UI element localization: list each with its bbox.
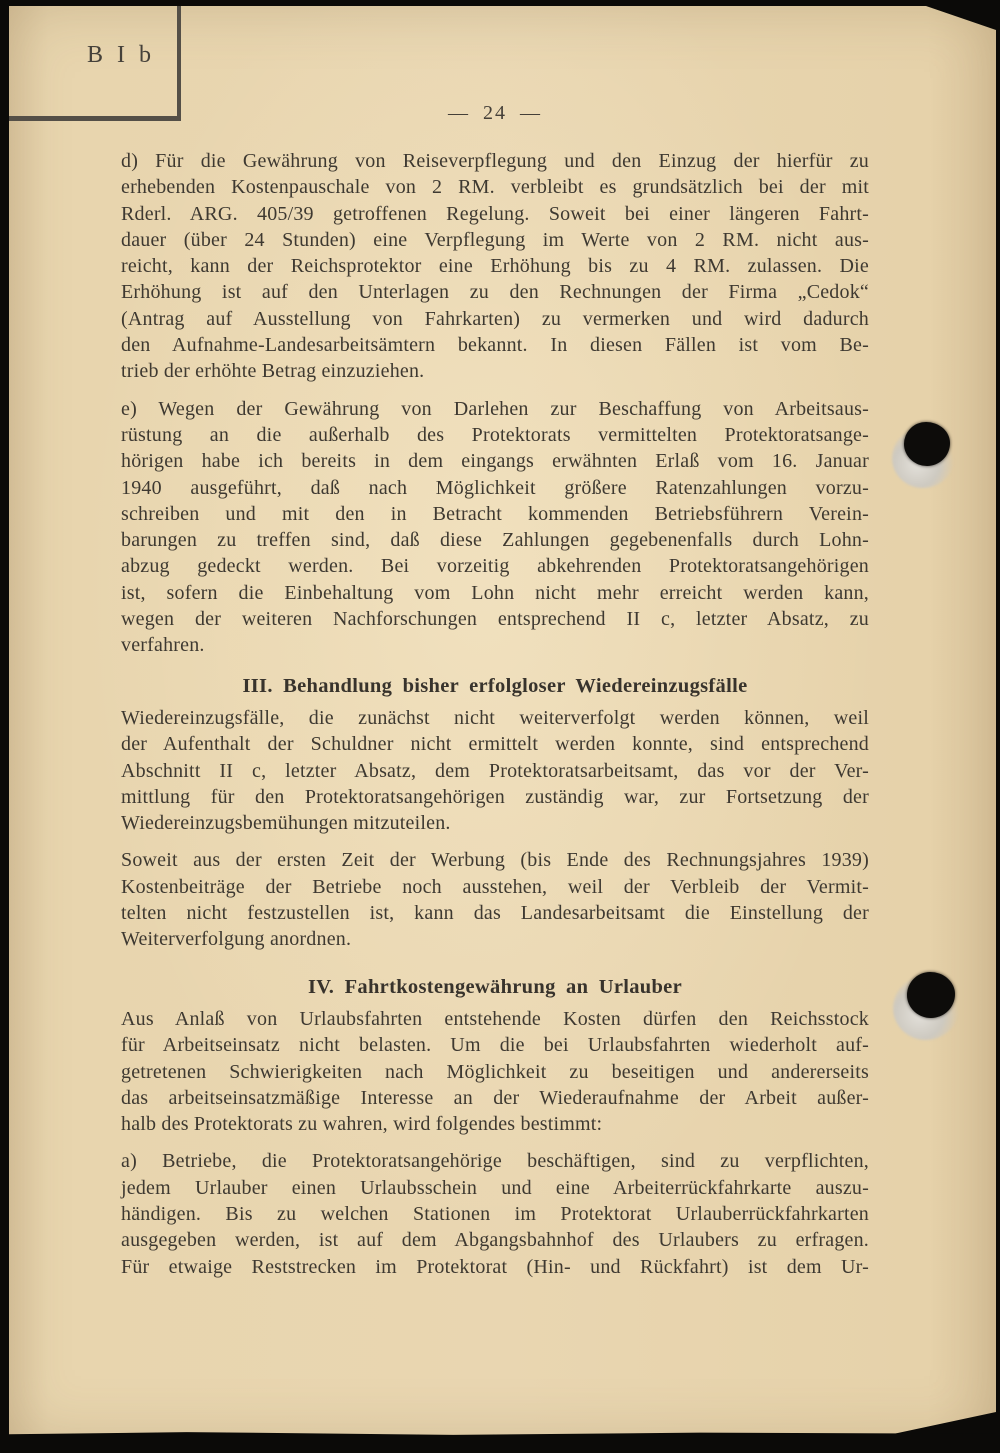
text-line: verfahren. xyxy=(121,634,205,657)
text-line: halb des Protektorats zu wahren, wird folgendes bestimmt: xyxy=(121,1113,603,1136)
text-line: e) Wegen der Gewährung von Darlehen zur Beschaffung von Arbeitsaus- xyxy=(121,397,869,420)
text-line: der Aufenthalt der Schuldner nicht ermittelt werden konnte, sind entsprechend xyxy=(121,733,869,756)
page-number: — 24 — xyxy=(448,102,542,124)
text-line: Rderl. ARG. 405/39 getroffenen Regelung. Soweit bei einer längeren Fahrt- xyxy=(121,202,869,225)
text-line: Abschnitt II c, letzter Absatz, dem Protektoratsarbeitsamt, das vor der Ver- xyxy=(121,759,869,782)
text-line: jedem Urlauber einen Urlaubsschein und eine Arbeiterrückfahrkarte auszu- xyxy=(121,1176,869,1199)
text-line: Soweit aus der ersten Zeit der Werbung (bis Ende des Rechnungsjahres 1939) xyxy=(121,849,869,872)
paragraph-e xyxy=(121,396,869,659)
text-line: reicht, kann der Reichsprotektor eine Erhöhung bis zu 4 RM. zulassen. Die xyxy=(121,255,869,278)
text-line: ist, sofern die Einbehaltung vom Lohn nicht mehr erreicht werden kann, xyxy=(121,581,869,604)
text-line: 1940 ausgeführt, daß nach Möglichkeit größere Ratenzahlungen vorzu- xyxy=(121,476,869,499)
paragraph-iv-a xyxy=(121,1148,869,1279)
text-line: rüstung an die außerhalb des Protektorats vermittelten Protektoratsange- xyxy=(121,423,869,446)
punch-hole-opening xyxy=(907,972,955,1018)
punch-hole-opening xyxy=(904,422,950,466)
paragraph-d xyxy=(121,148,869,385)
text-line: d) Für die Gewährung von Reiseverpflegung und den Einzug der hierfür zu xyxy=(121,150,869,172)
text-line: barungen zu treffen sind, daß diese Zahlungen gegebenenfalls durch Lohn- xyxy=(121,529,869,552)
text-line: ausgegeben werden, ist auf dem Abgangsbahnhof des Urlaubers zu erfragen. xyxy=(121,1229,869,1252)
text-line: für Arbeitseinsatz nicht belasten. Um die bei Urlaubsfahrten wiederholt auf- xyxy=(121,1034,869,1057)
punch-hole-lower xyxy=(893,962,977,1046)
text-line: getretenen Schwierigkeiten nach Möglichkeit zu beseitigen und andererseits xyxy=(121,1060,869,1083)
text-line: (Antrag auf Ausstellung von Fahrkarten) zu vermerken und wird dadurch xyxy=(121,307,869,330)
section-heading-iv: IV. Fahrtkostengewährung an Urlauber xyxy=(308,975,682,998)
paragraph-iii-2 xyxy=(121,847,869,952)
text-line: händigen. Bis zu welchen Stationen im Protektorat Urlauberrückfahrkarten xyxy=(121,1202,869,1225)
text-line: Weiterverfolgung anordnen. xyxy=(121,928,352,951)
text-line: mittlung für den Protektoratsangehörigen zuständig war, zur Fortsetzung der xyxy=(121,785,869,808)
paragraph-iv-intro xyxy=(121,1006,869,1137)
text-line: schreiben und mit den in Betracht kommenden Betriebsführern Verein- xyxy=(121,502,869,525)
text-line: a) Betriebe, die Protektoratsangehörige beschäftigen, sind zu verpflichten, xyxy=(121,1150,869,1173)
text-line: Wiedereinzugsfälle, die zunächst nicht weiterverfolgt werden können, weil xyxy=(121,706,869,729)
text-line: telten nicht festzustellen ist, kann das Landesarbeitsamt die Einstellung der xyxy=(121,902,869,925)
scan-edge-top-right xyxy=(926,6,996,30)
text-line: Aus Anlaß von Urlaubsfahrten entstehende Kosten dürfen den Reichsstock xyxy=(121,1007,869,1030)
text-line: den Aufnahme-Landesarbeitsämtern bekannt. In diesen Fällen ist vom Be- xyxy=(121,334,869,357)
text-line: dauer (über 24 Stunden) eine Verpflegung im Werte von 2 RM. nicht aus- xyxy=(121,228,869,251)
paragraph-iii-1 xyxy=(121,705,869,836)
document-text-column xyxy=(121,148,869,1280)
text-line: hörigen habe ich bereits in dem eingangs erwähnten Erlaß vom 16. Januar xyxy=(121,450,869,473)
text-line: trieb der erhöhte Betrag einzuziehen. xyxy=(121,360,425,383)
punch-hole-upper xyxy=(890,414,970,494)
section-heading-iii: III. Behandlung bisher erfolgloser Wiedereinzugsfälle xyxy=(242,674,748,697)
text-line: abzug gedeckt werden. Bei vorzeitig abkehrenden Protektoratsangehörigen xyxy=(121,555,869,578)
text-line: Kostenbeiträge der Betriebe noch ausstehen, weil der Verbleib der Vermit- xyxy=(121,875,869,898)
classification-label: B I b xyxy=(87,42,155,68)
text-line: Wiedereinzugsbemühungen mitzuteilen. xyxy=(121,812,451,835)
text-line: Erhöhung ist auf den Unterlagen zu den Rechnungen der Firma „Cedok“ xyxy=(121,281,869,304)
text-line: Für etwaige Reststrecken im Protektorat (Hin- und Rückfahrt) ist dem Ur- xyxy=(121,1255,869,1278)
text-line: erhebenden Kostenpauschale von 2 RM. verbleibt es grundsätzlich bei der mit xyxy=(121,176,869,199)
paper-sheet xyxy=(9,6,996,1442)
text-line: wegen der weiteren Nachforschungen entsprechend II c, letzter Absatz, zu xyxy=(121,608,869,631)
scan-edge-bottom xyxy=(9,1431,996,1442)
text-line: das arbeitseinsatzmäßige Interesse an der Wiederaufnahme der Arbeit außer- xyxy=(121,1086,869,1109)
